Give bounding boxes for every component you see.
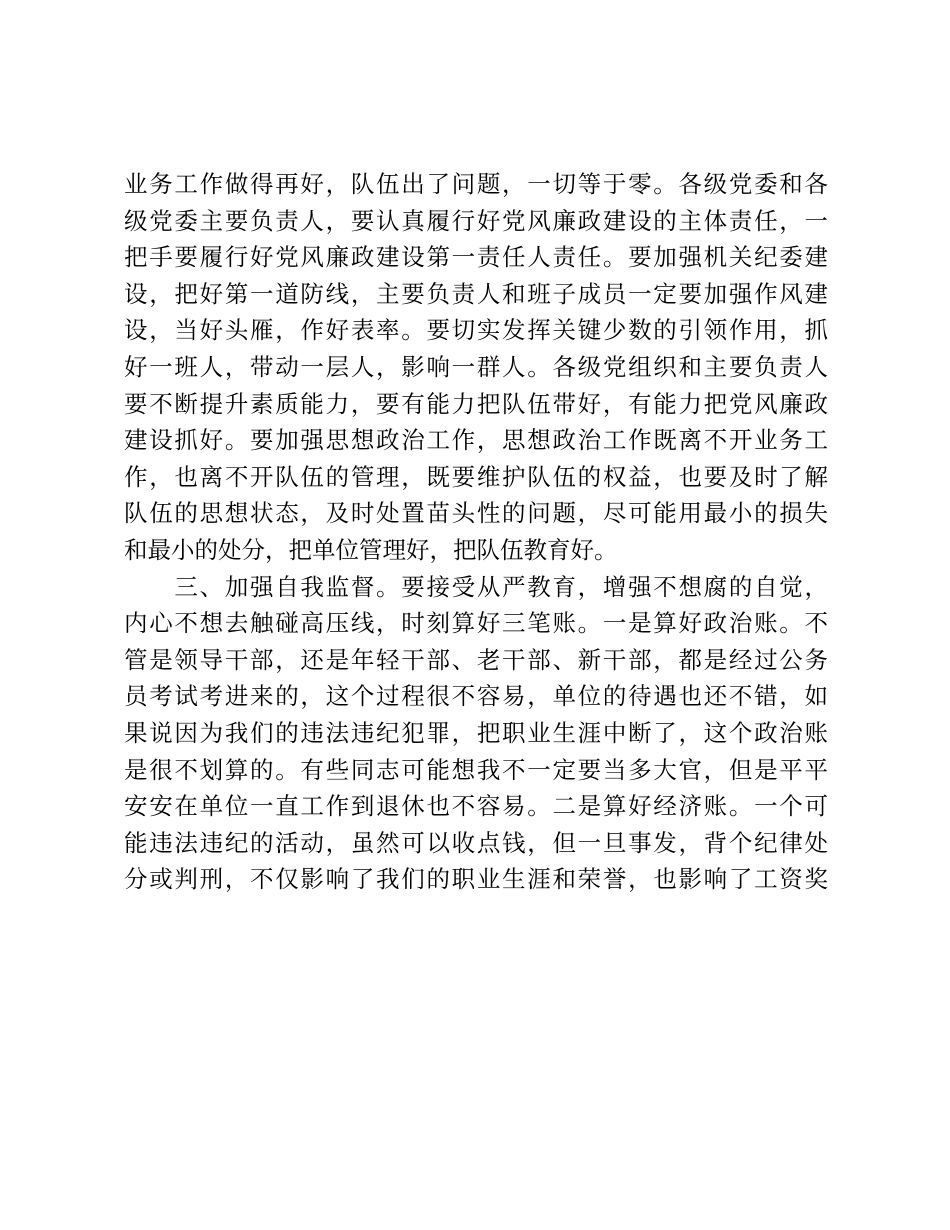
text-line: 要不断提升素质能力，要有能力把队伍带好，有能力把党风廉政 [124, 389, 828, 418]
text-line: 内心不想去触碰高压线，时刻算好三笔账。一是算好政治账。不 [124, 609, 828, 638]
text-line: 果说因为我们的违法违纪犯罪，把职业生涯中断了，这个政治账 [124, 718, 828, 747]
paragraph-1 [124, 166, 828, 569]
text-line: 能违法违纪的活动，虽然可以收点钱，但一旦事发，背个纪律处 [124, 828, 828, 857]
text-line: 作，也离不开队伍的管理，既要维护队伍的权益，也要及时了解 [124, 462, 828, 491]
paragraph-2 [124, 569, 828, 898]
text-line: 业务工作做得再好，队伍出了问题，一切等于零。各级党委和各 [124, 170, 828, 198]
text-line: 安安在单位一直工作到退休也不容易。二是算好经济账。一个可 [124, 792, 828, 821]
text-line: 建设抓好。要加强思想政治工作，思想政治工作既离不开业务工 [124, 426, 828, 455]
text-line: 管是领导干部，还是年轻干部、老干部、新干部，都是经过公务 [124, 645, 828, 674]
text-line: 级党委主要负责人，要认真履行好党风廉政建设的主体责任，一 [124, 206, 828, 235]
document-body [124, 166, 828, 898]
text-line: 员考试考进来的，这个过程很不容易，单位的待遇也还不错，如 [124, 682, 828, 711]
text-line: 设，当好头雁，作好表率。要切实发挥关键少数的引领作用，抓 [124, 316, 828, 345]
text-line: 设，把好第一道防线，主要负责人和班子成员一定要加强作风建 [124, 279, 828, 308]
text-line: 把手要履行好党风廉政建设第一责任人责任。要加强机关纪委建 [124, 243, 828, 272]
text-line: 好一班人，带动一层人，影响一群人。各级党组织和主要负责人 [124, 352, 828, 381]
text-line: 分或判刑，不仅影响了我们的职业生涯和荣誉，也影响了工资奖 [124, 865, 828, 894]
text-line: 队伍的思想状态，及时处置苗头性的问题，尽可能用最小的损失 [124, 499, 828, 528]
text-line: 三、加强自我监督。要接受从严教育，增强不想腐的自觉， [124, 572, 828, 601]
text-line: 是很不划算的。有些同志可能想我不一定要当多大官，但是平平 [124, 755, 828, 784]
text-line: 和最小的处分，把单位管理好，把队伍教育好。 [124, 535, 618, 564]
